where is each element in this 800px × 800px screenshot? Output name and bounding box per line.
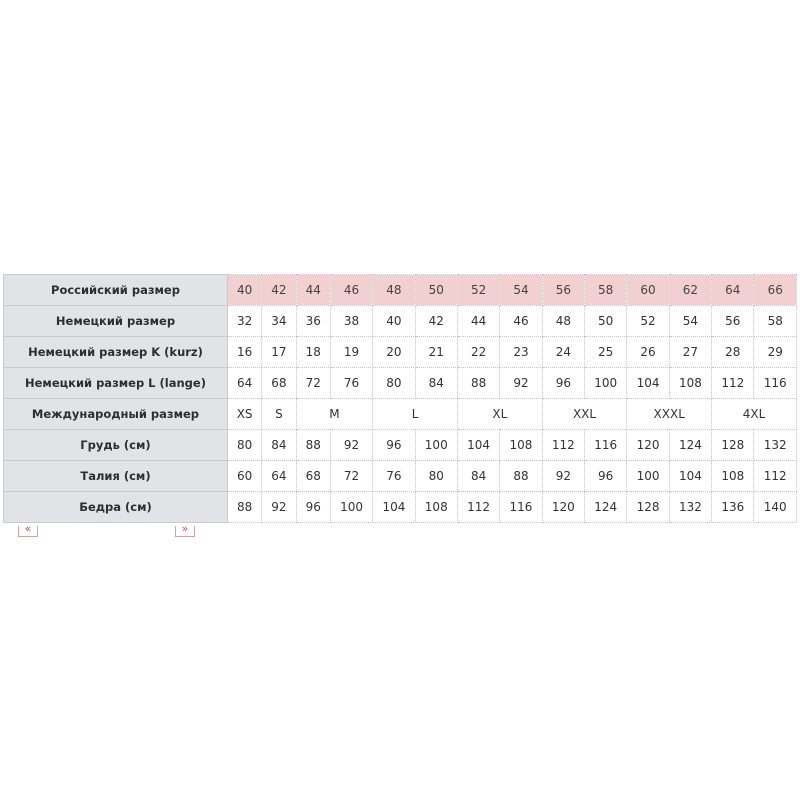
size-cell: 52 <box>627 306 669 337</box>
size-cell: L <box>373 399 458 430</box>
size-cell: 128 <box>712 430 754 461</box>
size-cell: 104 <box>373 492 415 523</box>
size-cell: 96 <box>296 492 330 523</box>
size-cell: 84 <box>457 461 499 492</box>
size-cell: S <box>262 399 296 430</box>
pager-prev-button[interactable]: « <box>18 526 38 537</box>
size-cell: 68 <box>262 368 296 399</box>
size-cell: 80 <box>373 368 415 399</box>
size-cell: 128 <box>627 492 669 523</box>
size-cell: 32 <box>227 306 261 337</box>
size-cell: 34 <box>262 306 296 337</box>
size-cell: 50 <box>415 275 457 306</box>
size-row <box>4 399 797 430</box>
size-cell: 52 <box>457 275 499 306</box>
size-cell: 24 <box>542 337 584 368</box>
size-cell: 62 <box>669 275 711 306</box>
size-cell: 108 <box>415 492 457 523</box>
size-row <box>4 275 797 306</box>
size-cell: 28 <box>712 337 754 368</box>
size-cell: 54 <box>500 275 542 306</box>
size-cell: 104 <box>457 430 499 461</box>
size-cell: 17 <box>262 337 296 368</box>
size-cell: 25 <box>585 337 627 368</box>
size-cell: 120 <box>542 492 584 523</box>
size-cell: 48 <box>542 306 584 337</box>
size-cell: 116 <box>754 368 797 399</box>
size-cell: 27 <box>669 337 711 368</box>
size-cell: 76 <box>330 368 372 399</box>
size-row <box>4 430 797 461</box>
size-cell: 96 <box>585 461 627 492</box>
size-cell: 80 <box>415 461 457 492</box>
size-cell: 22 <box>457 337 499 368</box>
size-cell: 26 <box>627 337 669 368</box>
size-cell: 66 <box>754 275 797 306</box>
size-cell: 20 <box>373 337 415 368</box>
size-cell: 136 <box>712 492 754 523</box>
size-cell: 108 <box>500 430 542 461</box>
size-cell: 100 <box>415 430 457 461</box>
row-header: Немецкий размер <box>4 306 228 337</box>
size-cell: 132 <box>669 492 711 523</box>
size-cell: 48 <box>373 275 415 306</box>
size-cell: 112 <box>542 430 584 461</box>
size-row <box>4 368 797 399</box>
size-cell: 19 <box>330 337 372 368</box>
size-cell: 4XL <box>712 399 797 430</box>
size-cell: 72 <box>296 368 330 399</box>
size-cell: 50 <box>585 306 627 337</box>
size-cell: 18 <box>296 337 330 368</box>
size-cell: 44 <box>457 306 499 337</box>
row-header: Международный размер <box>4 399 228 430</box>
size-cell: 124 <box>585 492 627 523</box>
size-cell: 92 <box>500 368 542 399</box>
size-cell: 42 <box>415 306 457 337</box>
size-cell: 58 <box>585 275 627 306</box>
size-cell: 100 <box>585 368 627 399</box>
size-cell: 92 <box>330 430 372 461</box>
size-chart-body <box>4 275 797 523</box>
size-cell: 84 <box>415 368 457 399</box>
row-header: Бедра (см) <box>4 492 228 523</box>
size-cell: 112 <box>457 492 499 523</box>
size-cell: 44 <box>296 275 330 306</box>
pager-next-button[interactable]: » <box>175 526 195 537</box>
size-cell: 88 <box>457 368 499 399</box>
size-cell: 92 <box>262 492 296 523</box>
size-cell: 38 <box>330 306 372 337</box>
size-cell: 124 <box>669 430 711 461</box>
size-cell: 88 <box>296 430 330 461</box>
size-cell: 42 <box>262 275 296 306</box>
size-cell: 108 <box>712 461 754 492</box>
size-cell: 60 <box>627 275 669 306</box>
size-cell: 16 <box>227 337 261 368</box>
size-cell: 92 <box>542 461 584 492</box>
size-cell: 100 <box>627 461 669 492</box>
size-cell: 64 <box>712 275 754 306</box>
size-cell: 46 <box>330 275 372 306</box>
row-header: Российский размер <box>4 275 228 306</box>
size-cell: XL <box>457 399 542 430</box>
size-cell: 58 <box>754 306 797 337</box>
size-cell: 21 <box>415 337 457 368</box>
row-header: Талия (см) <box>4 461 228 492</box>
size-cell: 64 <box>262 461 296 492</box>
size-cell: 72 <box>330 461 372 492</box>
size-chart-table <box>3 274 797 523</box>
size-cell: 104 <box>669 461 711 492</box>
size-cell: 68 <box>296 461 330 492</box>
row-header: Немецкий размер L (lange) <box>4 368 228 399</box>
size-cell: 40 <box>227 275 261 306</box>
size-cell: 54 <box>669 306 711 337</box>
size-cell: 112 <box>712 368 754 399</box>
size-cell: 132 <box>754 430 797 461</box>
size-cell: XS <box>227 399 261 430</box>
size-cell: 116 <box>585 430 627 461</box>
size-cell: 64 <box>227 368 261 399</box>
size-cell: 40 <box>373 306 415 337</box>
size-row <box>4 337 797 368</box>
row-header: Немецкий размер K (kurz) <box>4 337 228 368</box>
size-cell: 120 <box>627 430 669 461</box>
size-cell: 23 <box>500 337 542 368</box>
size-row <box>4 306 797 337</box>
size-cell: 96 <box>373 430 415 461</box>
size-cell: 60 <box>227 461 261 492</box>
size-cell: 116 <box>500 492 542 523</box>
size-cell: 56 <box>712 306 754 337</box>
size-cell: 56 <box>542 275 584 306</box>
size-cell: XXXL <box>627 399 712 430</box>
size-cell: 80 <box>227 430 261 461</box>
size-cell: 88 <box>227 492 261 523</box>
size-cell: 46 <box>500 306 542 337</box>
size-row <box>4 492 797 523</box>
size-cell: 96 <box>542 368 584 399</box>
row-header: Грудь (см) <box>4 430 228 461</box>
size-cell: 88 <box>500 461 542 492</box>
size-row <box>4 461 797 492</box>
size-cell: 84 <box>262 430 296 461</box>
size-cell: 112 <box>754 461 797 492</box>
size-cell: 29 <box>754 337 797 368</box>
size-cell: 36 <box>296 306 330 337</box>
size-cell: 100 <box>330 492 372 523</box>
size-cell: M <box>296 399 373 430</box>
size-cell: 140 <box>754 492 797 523</box>
size-cell: 76 <box>373 461 415 492</box>
size-cell: 104 <box>627 368 669 399</box>
size-cell: XXL <box>542 399 627 430</box>
size-cell: 108 <box>669 368 711 399</box>
